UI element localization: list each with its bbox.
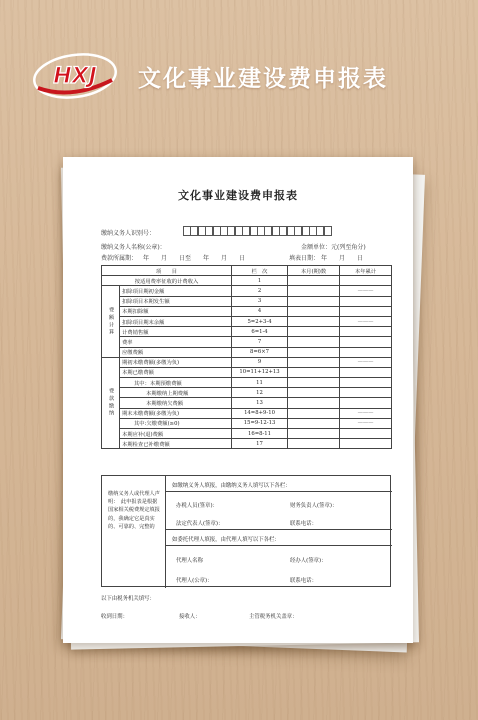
row-year-total-cell[interactable]: ——— — [340, 286, 392, 296]
row-label: 本期应补(退)费额 — [120, 429, 232, 439]
header-title: 文化事业建设费申报表 — [138, 66, 388, 92]
row-year-total-cell[interactable] — [340, 296, 392, 306]
agent-seal-label[interactable]: 代理人(公章)： — [176, 578, 213, 584]
row-col-no: 13 — [232, 398, 288, 408]
tax-office-note: 以下由税务机关填写： — [101, 596, 155, 602]
row-this-month-cell[interactable] — [288, 408, 340, 418]
agent-fill-title: 如委托代理人填报，由代理人填写以下各栏： — [172, 537, 280, 543]
table-row — [102, 316, 392, 326]
row-col-no: 15=9-12-13 — [232, 418, 288, 428]
table-row — [102, 367, 392, 377]
row-this-month-cell[interactable] — [288, 286, 340, 296]
row-year-total-cell[interactable] — [340, 306, 392, 316]
row-this-month-cell[interactable] — [288, 388, 340, 398]
row-year-total-cell[interactable]: ——— — [340, 316, 392, 326]
row-col-no: 10=11+12+13 — [232, 367, 288, 377]
row-col-no: 4 — [232, 306, 288, 316]
row-year-total-cell[interactable] — [340, 367, 392, 377]
table-row — [102, 408, 392, 418]
row-this-month-cell[interactable] — [288, 316, 340, 326]
fill-date: 年 月 日 — [321, 255, 364, 262]
row-label: 扣除项目期初金额 — [120, 286, 232, 296]
table-row — [102, 327, 392, 337]
header-col-no: 栏 次 — [232, 266, 288, 276]
period-label: 费款所属期： — [101, 255, 138, 262]
fill-date-label: 填表日期： — [289, 255, 320, 262]
row-year-total-cell[interactable] — [340, 347, 392, 357]
header-item: 项 目 — [102, 266, 232, 276]
row-this-month-cell[interactable] — [288, 296, 340, 306]
svg-text:HXJ: HXJ — [53, 64, 97, 89]
row-this-month-cell[interactable] — [288, 306, 340, 316]
row-year-total-cell[interactable] — [340, 337, 392, 347]
table-row — [102, 398, 392, 408]
handler-label[interactable]: 经办人(签章)： — [290, 558, 327, 564]
table-row — [102, 429, 392, 439]
row-this-month-cell[interactable] — [288, 337, 340, 347]
row-col-no: 14=8+9-10 — [232, 408, 288, 418]
period-dates: 年 月 日至 年 月 日 — [143, 255, 246, 262]
row-this-month-cell[interactable] — [288, 327, 340, 337]
row-this-month-cell[interactable] — [288, 378, 340, 388]
contact-label[interactable]: 联系电话： — [290, 521, 317, 527]
row-this-month-cell[interactable] — [288, 398, 340, 408]
declaration-section — [101, 475, 391, 587]
row-label: 本期缴纳上期费额 — [120, 388, 232, 398]
row-label: 本期检查已补缴费额 — [120, 439, 232, 449]
row-this-month-cell[interactable] — [288, 418, 340, 428]
row-label: 期初未缴费额(多缴为负) — [120, 357, 232, 367]
row-this-month-cell[interactable] — [288, 276, 340, 286]
declaration-form-sheet — [63, 157, 413, 643]
row-col-no: 16=8-11 — [232, 429, 288, 439]
table-row — [102, 418, 392, 428]
row-year-total-cell[interactable] — [340, 378, 392, 388]
taxpayer-name-label: 缴纳义务人名称(公章)： — [101, 244, 166, 251]
row-col-no: 12 — [232, 388, 288, 398]
table-row — [102, 439, 392, 449]
row-label: 应缴费额 — [120, 347, 232, 357]
header-this-month: 本月(期)数 — [288, 266, 340, 276]
row-col-no: 9 — [232, 357, 288, 367]
row-year-total-cell[interactable] — [340, 398, 392, 408]
row-label: 其中:欠缴费额(≥0) — [120, 418, 232, 428]
fee-table — [101, 265, 392, 449]
table-header-row — [102, 266, 392, 276]
taxpayer-id-boxes — [183, 226, 331, 236]
agent-fill-row — [166, 530, 392, 546]
table-row — [102, 296, 392, 306]
table-row — [102, 378, 392, 388]
row-this-month-cell[interactable] — [288, 347, 340, 357]
table-row — [102, 347, 392, 357]
receipt-date-label[interactable]: 收到日期： — [101, 614, 128, 620]
declaration-statement: 缴纳义务人或代理人声明： 此申报表是根据国家相关税费规定填报的，我确定它是真实的、可靠的、完整的 — [102, 476, 166, 588]
office-seal-label[interactable]: 主管税务机关盖章： — [249, 614, 298, 620]
taxpayer-id-label: 缴纳义务人识别号： — [101, 230, 156, 237]
row-label: 费率 — [120, 337, 232, 347]
preparer-label[interactable]: 办税人员(签章)： — [176, 503, 218, 509]
row-year-total-cell[interactable]: ——— — [340, 418, 392, 428]
form-title: 文化事业建设费申报表 — [178, 189, 298, 202]
row-year-total-cell[interactable] — [340, 327, 392, 337]
row-col-no: 3 — [232, 296, 288, 306]
page-header — [0, 0, 478, 130]
table-row — [102, 276, 392, 286]
table-row — [102, 388, 392, 398]
row-year-total-cell[interactable]: ——— — [340, 357, 392, 367]
row-label: 计费销售额 — [120, 327, 232, 337]
row-col-no: 11 — [232, 378, 288, 388]
row-year-total-cell[interactable] — [340, 388, 392, 398]
row-this-month-cell[interactable] — [288, 367, 340, 377]
row-label: 本期已缴费额 — [120, 367, 232, 377]
agent-contact-label[interactable]: 联系电话： — [290, 578, 317, 584]
row-col-no: 17 — [232, 439, 288, 449]
row-col-no: 1 — [232, 276, 288, 286]
row-label: 其中：本期预缴费额 — [120, 378, 232, 388]
receiver-label[interactable]: 接收人： — [179, 614, 201, 620]
row-col-no: 2 — [232, 286, 288, 296]
row-col-no: 6=1-4 — [232, 327, 288, 337]
group-label: 费款缴纳 — [102, 357, 120, 449]
row-year-total-cell[interactable] — [340, 439, 392, 449]
row-this-month-cell[interactable] — [288, 439, 340, 449]
row-this-month-cell[interactable] — [288, 429, 340, 439]
header-year-total: 本年累计 — [340, 266, 392, 276]
table-row — [102, 286, 392, 296]
row-label: 扣除项目本期发生额 — [120, 296, 232, 306]
agent-name-label[interactable]: 代理人名称 — [176, 558, 203, 564]
agent-sign-row — [166, 546, 392, 588]
taxpayer-fill-title: 如缴纳义务人填报，由缴纳义务人填写以下各栏： — [172, 483, 291, 489]
row-year-total-cell[interactable]: ——— — [340, 408, 392, 418]
row-col-no: 7 — [232, 337, 288, 347]
taxpayer-fill-row — [166, 476, 392, 492]
row-label: 本期扣除额 — [120, 306, 232, 316]
row-label: 期末未缴费额(多缴为负) — [120, 408, 232, 418]
finance-head-label[interactable]: 财务负责人(签章)： — [290, 503, 338, 509]
row-label: 本期缴纳欠费额 — [120, 398, 232, 408]
taxpayer-sign-row — [166, 492, 392, 530]
legal-rep-label[interactable]: 法定代表人(签章)： — [176, 521, 224, 527]
row-year-total-cell[interactable] — [340, 429, 392, 439]
row-this-month-cell[interactable] — [288, 357, 340, 367]
group-label: 费额计算 — [102, 286, 120, 357]
row-label: 按适用费率征收的计费收入 — [102, 276, 232, 286]
amount-unit-label: 金额单位：元(列至角分) — [301, 244, 366, 251]
table-row — [102, 357, 392, 367]
row-label: 扣除项目期末余额 — [120, 316, 232, 326]
row-year-total-cell[interactable] — [340, 276, 392, 286]
row-col-no: 8=6×7 — [232, 347, 288, 357]
table-row — [102, 337, 392, 347]
brand-logo — [32, 52, 118, 100]
table-row — [102, 306, 392, 316]
row-col-no: 5=2+3-4 — [232, 316, 288, 326]
